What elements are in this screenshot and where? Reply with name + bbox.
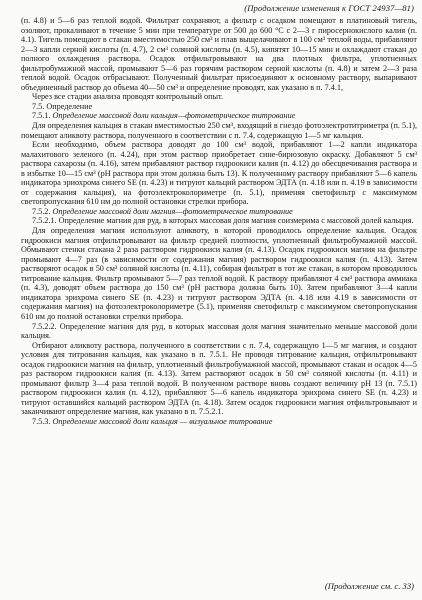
paragraph: Если необходимо, объем раствора доводят до 100 см³ водой, прибавляют 1—2 капли индикатора малахитового зеленого (п. 4.24), при этом раствор приобретает сине-бирюзовую окраску. Добавляют 5 см³ раствора сахарозы (п. 4.16), затем прибавляют раствор гидроокиси калия (п. 4.12) до обесцвечивания раствора и в избытке 10—15 см³ (pH раствора при этом должна быть 13). К полученному раствору прибавляют 5—6 капель индикатора эриохрома синего SE (п. 4.23) и титруют кальций раствором ЭДТА (п. 4.18 или п. 4.19 в зависимости от содержания кальция), на фотоэлектроколориметре (п. 5.1), применяя светофильтр с максимумом светопропускания 610 нм до полной остановки стрелки прибора. — [21, 140, 417, 207]
section-title: Определение массовой доли кальция—фотометрическое титрование — [52, 111, 296, 121]
section-title: Определение массовой доли магния—фотометрическое титрование — [52, 206, 293, 216]
section-heading — [21, 207, 417, 217]
paragraph: 7.5.2.1. Определение магния для руд, в которых массовая доля магния соизмерима с массовой долей кальция. — [32, 216, 414, 226]
document-body — [21, 16, 417, 427]
paragraph: 7.5.2.2. Определение магния для руд, в которых массовая доля магния значительно меньше массовой доли кальция. — [21, 321, 417, 341]
page-header: (Продолжение изменения к ГОСТ 24937—81) — [244, 3, 414, 13]
paragraph: Через все стадии анализа проводят контрольный опыт. — [32, 92, 224, 102]
page-footer: (Продолжение см. с. 33) — [324, 581, 414, 592]
section-heading — [21, 111, 417, 121]
paragraph: Для определения магния используют аликвоту, в которой проводилось определение кальция. Осадок гидроокиси магния отфильтровывают на фильтр средней плотности, уплотненный фильтробумажной массой. Обмывают стенки стакана 2 раза раствором гидроокиси калия (п. 4.13). Осадок гидроокиси магния на фильтре промывают 4—7 раз (в зависимости от содержания магния) раствором гидроокиси калия (п. 4.13). Затем растворяют осадок в 50 см³ соляной кислоты (п. 4.11), собирая фильтрат в тот же стакан, в котором проводилось титрование кальция. Фильтр промывают 5—7 раз теплой водой. К раствору прибавляют 4 см³ раствора аммиака (п. 4.3), доводят объем раствора до 150 см³ (pH раствора должна быть 10). Затем прибавляют 3—4 капли индикатора эрихрома синего SE (п. 4.23) и титруют раствором ЭДТА (п. 4.18 или 4.19 в зависимости от содержания магния) на фотоэлектроколориметре (5.1), применяя светофильтр с максимумом светопропускания 610 нм до полной остановки стрелки прибора. — [21, 226, 417, 321]
section-number: 7.5.3. — [32, 416, 53, 426]
section-number: 7.5.2. — [32, 206, 53, 216]
paragraph: 7.5. Определение — [32, 101, 93, 111]
paragraph: Отбирают аликвоту раствора, полученного в соответствии с п. 7.4, содержащую 1—5 мг магния, и создают условия для титрования кальция, как указано в п. 7.5.1. Не проводя титрование кальция, отфильтровывают осадок гидроокиси магния на фильтр, уплотненный фильтробумажной массой, промывают стакан и осадок 4—5 раз раствором гидроокиси калия (п. 4.13). Затем растворяют осадок в 50 см³ соляной кислоты (п. 4.11) и промывают фильтр 3—4 раза теплой водой. В полученном растворе вновь создают величину pH 13 (п. 7.5.1) раствором гидроокиси калия (п. 4.12), прибавляют 5—6 капель индикатора эрихрома синего SE (п. 4.23) и титруют оставшийся кальций раствором ЭДТА (п. 4.18). Затем осадок гидроокиси магния отфильтровывают и заканчивают определение магния, как указано в п. 7.5.2.1. — [21, 340, 417, 417]
section-number: 7.5.1. — [32, 111, 53, 121]
section-title: Определение массовой доли кальция — визуальное титрование — [52, 416, 273, 426]
section-heading — [21, 417, 417, 427]
paragraph: Для определения кальция в стакан вместимостью 250 см³, входящий в гнездо фотоэлектротитриметра (п. 5.1), помещают аликвоту раствора, полученного в соответствии с п. 7.4, содержащую 1—5 мг кальция. — [21, 121, 417, 140]
paragraph: (п. 4.8) и 5—6 раз теплой водой. Фильтрат сохраняют, а фильтр с осадком помещают в платиновый тигель, озоляют, прокаливают в течение 5 мин при температуре от 500 до 600 °С с 2—3 г пиросернокислого калия (п. 4.1). Тигель помещают в стакан вместимостью 250 см³ и плав выщелачивают в 100 см³ теплой воды, прибавляют 2—3 капли серной кислоты (п. 4.7), 2 см³ соляной кислоты (п. 4.5), кипятят 10—15 мин и охлаждают стакан до полного охлаждения раствора. Осадок отфильтровывают на два плотных фильтра, уплотненных фильтробумажной массой, промывают 5—6 раз горячим раствором серной кислоты (п. 4.8) и затем 2—3 раза теплой водой. Осадок отбрасывают. Полученный фильтрат присоединяют к основному раствору, выпаривают объединенный раствор до объема 40—50 см³ и определение проводят, как указано в п. 7.4.1, — [21, 16, 417, 92]
